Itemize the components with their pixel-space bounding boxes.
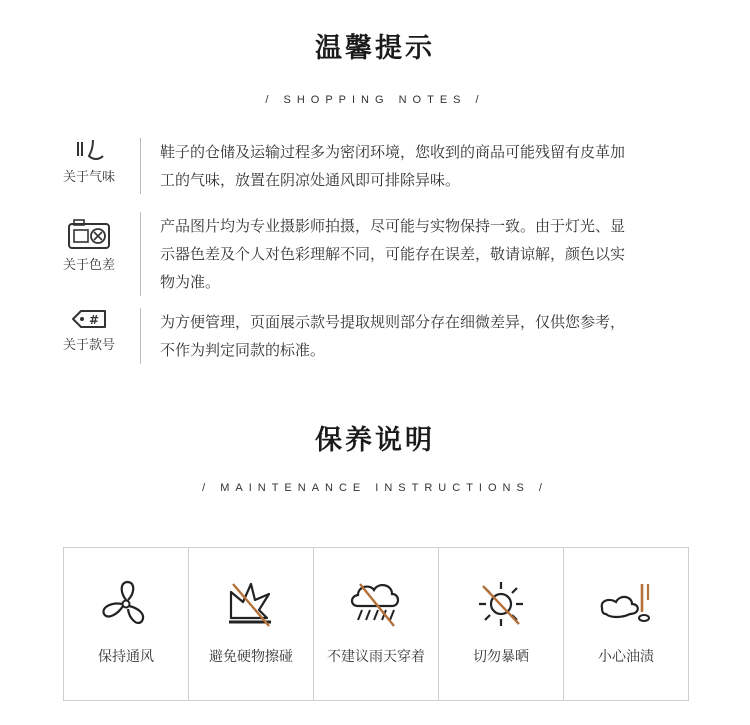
maintenance-title: 保养说明 xyxy=(315,425,435,456)
note-color-divider xyxy=(140,212,141,296)
note-smell-line-1: 鞋子的仓储及运输过程多为密闭环境，您收到的商品可能残留有皮革加 xyxy=(160,143,626,161)
care-avoid-hard-objects xyxy=(189,548,314,700)
care-instructions-grid xyxy=(63,547,689,701)
note-smell-icon-wrap xyxy=(48,138,130,185)
note-smell xyxy=(48,138,708,194)
no-rain-icon xyxy=(346,578,406,630)
note-style-number xyxy=(48,308,708,364)
note-color-label: 关于色差 xyxy=(62,258,115,273)
care-no-sun xyxy=(439,548,564,700)
note-style-line-1: 为方便管理，页面展示款号提取规则部分存在细微差异，仅供您参考， xyxy=(160,313,626,331)
nose-icon xyxy=(69,138,109,162)
care-no-rain-label: 不建议雨天穿着 xyxy=(327,649,425,665)
fan-icon xyxy=(98,578,154,630)
no-sun-icon xyxy=(473,578,529,630)
care-ventilate-label: 保持通风 xyxy=(98,649,154,665)
price-tag-icon xyxy=(69,308,109,330)
care-ventilate xyxy=(64,548,189,700)
care-avoid-hard-objects-label: 避免硬物擦碰 xyxy=(209,649,293,665)
shopping-notes-title: 温馨提示 xyxy=(315,33,435,64)
note-style-icon-wrap xyxy=(48,308,130,353)
care-oil-stains xyxy=(564,548,688,700)
maintenance-subtitle: / MAINTENANCE INSTRUCTIONS / xyxy=(202,482,548,494)
svg-text:#: # xyxy=(89,313,100,327)
note-color-line-2: 示器色差及个人对色彩理解不同，可能存在误差，敬请谅解，颜色以实 xyxy=(160,245,626,263)
note-style-text xyxy=(160,308,720,364)
care-no-rain xyxy=(314,548,439,700)
note-style-label: 关于款号 xyxy=(62,338,115,353)
no-hard-object-icon xyxy=(223,578,279,630)
care-no-sun-label: 切勿暴晒 xyxy=(473,649,529,665)
camera-icon xyxy=(66,218,112,250)
note-color-line-1: 产品图片均为专业摄影师拍摄，尽可能与实物保持一致。由于灯光、显 xyxy=(160,217,626,235)
note-color-line-3: 物为准。 xyxy=(160,273,221,291)
note-smell-line-2: 工的气味，放置在阴凉处通风即可排除异味。 xyxy=(160,171,461,189)
note-style-divider xyxy=(140,308,141,364)
care-oil-stains-label: 小心油渍 xyxy=(598,649,654,665)
note-smell-text xyxy=(160,138,720,194)
note-color-icon-wrap xyxy=(48,218,130,273)
shopping-notes-subtitle: / SHOPPING NOTES / xyxy=(265,94,485,106)
note-smell-divider xyxy=(140,138,141,194)
stain-icon xyxy=(596,578,656,630)
note-color xyxy=(48,212,708,296)
note-smell-label: 关于气味 xyxy=(62,170,115,185)
note-color-text xyxy=(160,212,720,296)
note-style-line-2: 不作为判定同款的标准。 xyxy=(160,341,326,359)
